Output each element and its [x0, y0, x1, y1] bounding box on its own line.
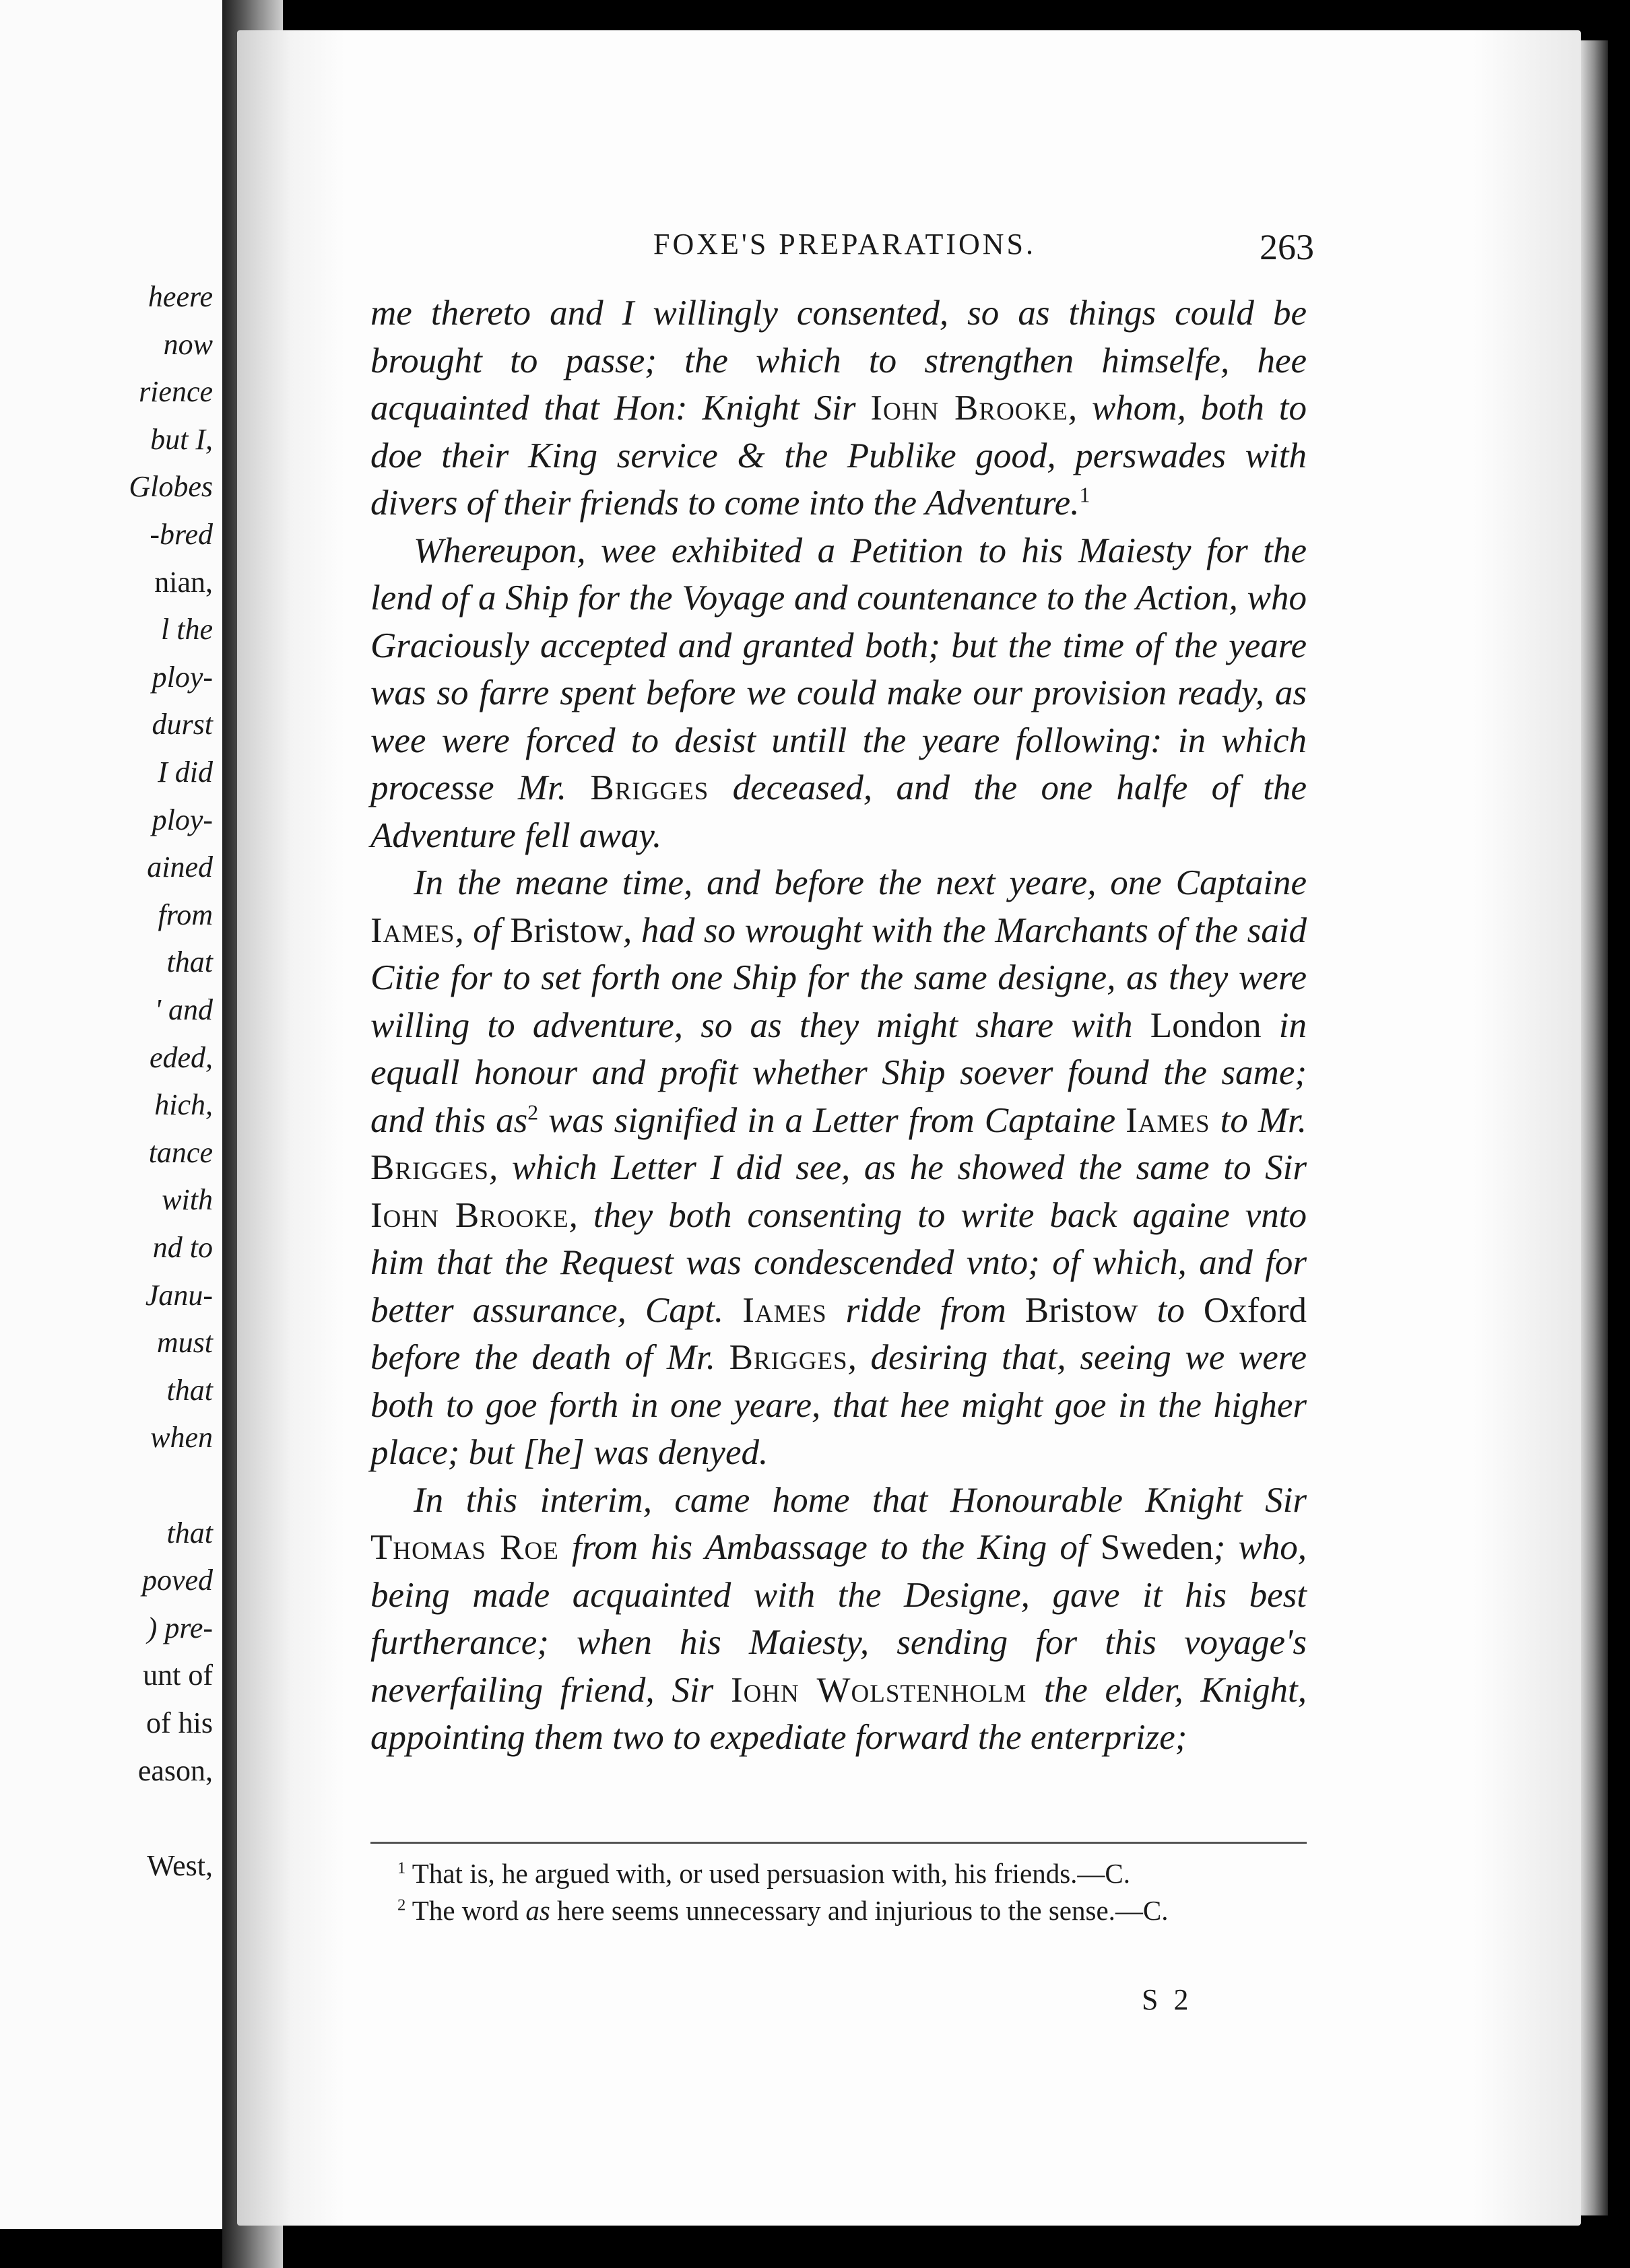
- left-page-fragment: ) pre-: [147, 1611, 213, 1644]
- left-page-fragment: that: [166, 945, 213, 979]
- left-page-fragment: must: [156, 1326, 213, 1360]
- page-edge-shadow: [1581, 40, 1608, 2215]
- left-page-fragment: but I,: [150, 422, 213, 456]
- left-page-fragment: eded,: [149, 1040, 213, 1074]
- left-page-fragment: nd to: [152, 1231, 213, 1264]
- signature-mark: S 2: [1142, 1983, 1193, 2016]
- running-head: FOXE'S PREPARATIONS.: [653, 228, 1036, 261]
- left-page-fragment: West,: [147, 1848, 213, 1882]
- left-page-fragment: ained: [147, 850, 213, 884]
- body-paragraph: Whereupon, wee exhibited a Petition to his Maiesty for the lend of a Ship for the Voyage and countenance to the Action, who Graciously accepted and granted both; but the time of the yeare was so farre spent before we could make our provision ready, as wee were forced to desist untill the yeare following: in which processe Mr. Brigges deceased, and the one halfe of the Adventure fell away.: [370, 531, 1307, 855]
- left-page-fragment: ploy-: [152, 660, 213, 694]
- body-paragraph: In the meane time, and before the next yeare, one Captaine Iames, of Bristow, had so wrought with the Marchants of the said Citie for to set forth one Ship for the same designe, as they were willing to adventure, so as they might share with London in equall honour and profit whether Ship soever found the same; and this $as^2$ was signified in a Letter from Captaine Iames to Mr. Brigges, which Letter I did see, as he showed the same to Sir Iohn Brooke, they both consenting to write back againe vnto him that the Request was condescended vnto; of which, and for better assurance, Capt. Iames ridde from Bristow to Oxford before the death of Mr. Brigges, desiring that, seeing we were both to goe forth in one yeare, that hee might goe in the higher place; but [he] was denyed.: [370, 863, 1307, 1472]
- footnote: $^2$ The word as here seems unnecessary and injurious to the sense.—C.: [397, 1895, 1169, 1926]
- left-page-fragment: durst: [152, 708, 213, 741]
- body-text: [370, 290, 1307, 1762]
- left-page-fragment: now: [163, 327, 213, 361]
- left-page-fragment: Janu-: [145, 1278, 213, 1312]
- left-page-fragment: heere: [148, 280, 213, 313]
- left-page-fragment: I did: [158, 756, 213, 789]
- left-page-fragment: ' and: [154, 993, 213, 1026]
- left-page-fragment: that: [166, 1516, 213, 1549]
- left-page-fragment: ploy-: [152, 803, 213, 836]
- page-number: 263: [1260, 227, 1314, 267]
- left-page-fragment: hich,: [154, 1088, 213, 1122]
- left-page-fragment: unt of: [143, 1659, 213, 1692]
- left-page-fragment: tance: [148, 1135, 213, 1169]
- left-page-fragment: nian,: [154, 565, 213, 599]
- left-page-fragment: Globes: [129, 470, 213, 504]
- left-page-fragment: when: [150, 1421, 213, 1455]
- footnotes: [357, 1855, 1293, 1929]
- left-page-fragment: poved: [141, 1564, 213, 1597]
- body-paragraph: In this interim, came home that Honourable Knight Sir Thomas Roe from his Ambassage to the King of Sweden; who, being made acquainted with the Designe, gave it his best furtherance; when his Maiesty, sending for this voyage's neverfailing friend, Sir Iohn Wolstenholm the elder, Knight, appointing them two to expediate forward the enterprize;: [370, 1480, 1307, 1757]
- left-page-fragment: l the: [161, 613, 213, 646]
- footnote-rule: [370, 1842, 1307, 1844]
- facing-page-edge: [0, 0, 222, 2229]
- left-page-fragment: with: [162, 1183, 213, 1217]
- left-page-fragment: of his: [146, 1706, 213, 1739]
- left-page-fragment: that: [166, 1373, 213, 1407]
- left-page-fragment: eason,: [137, 1754, 213, 1787]
- footnote: $^1$ That is, he argued with, or used persuasion with, his friends.—C.: [397, 1858, 1131, 1889]
- left-page-fragment: rience: [139, 375, 213, 409]
- body-paragraph: me thereto and I willingly consented, so as things could be brought to passe; the which to strengthen himselfe, hee acquainted that Hon: Knight Sir Iohn Brooke, whom, both to doe their King service & the Publike good, perswades with divers of their friends to come into the Adventure.$^1$: [370, 294, 1307, 523]
- left-page-fragment: from: [158, 898, 213, 931]
- left-page-fragment: -bred: [150, 518, 213, 551]
